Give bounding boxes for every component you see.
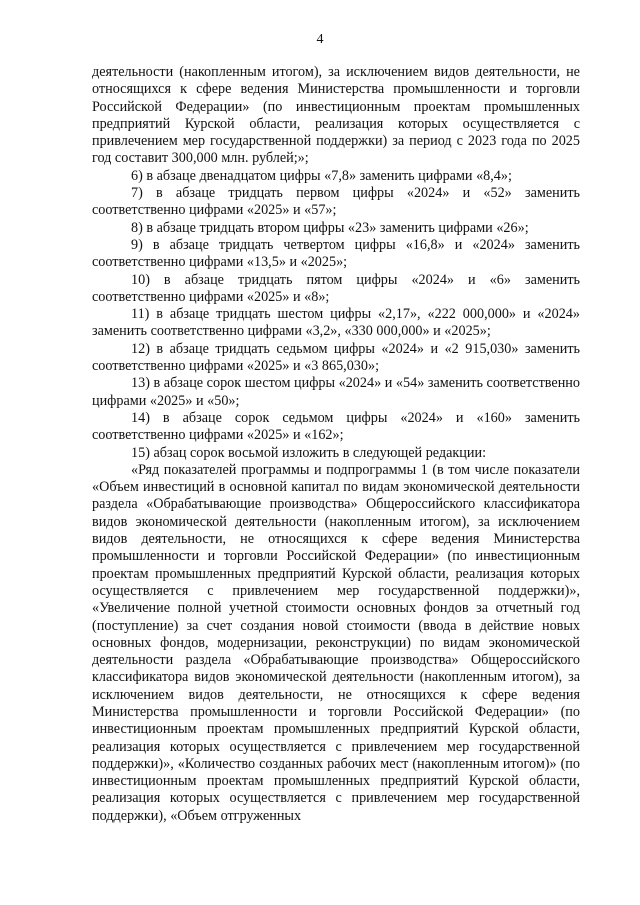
amendment-item-7: 7) в абзаце тридцать первом цифры «2024» и «52» заменить соответственно цифрами «2025» и «57»; (92, 185, 580, 219)
document-body (92, 64, 580, 825)
amendment-item-15: 15) абзац сорок восьмой изложить в следующей редакции: (131, 444, 487, 461)
amendment-item-9: 9) в абзаце тридцать четвертом цифры «16,8» и «2024» заменить соответственно цифрами «13,5» и «2025»; (92, 236, 580, 271)
amendment-item-8: 8) в абзаце тридцать втором цифры «23» заменить цифрами «26»; (131, 219, 529, 236)
amendment-item-13: 13) в абзаце сорок шестом цифры «2024» и «54» заменить соответственно цифрами «2025» и «50»; (92, 375, 580, 409)
page-number: 4 (316, 32, 324, 47)
amendment-item-11: 11) в абзаце тридцать шестом цифры «2,17», «222 000,000» и «2024» заменить соответственно цифрами «3,2», «330 000,000» и «2025»; (92, 306, 580, 340)
amendment-item-6: 6) в абзаце двенадцатом цифры «7,8» заменить цифрами «8,4»; (131, 167, 512, 184)
paragraph-continuation: деятельности (накопленным итогом), за исключением видов деятельности, не относящихся к сфере ведения Министерства промышленности и торговли Российской Федерации» (по инвестиционным проектам промышленных предприятий Курской области, реализация которых осуществляется с привлечением мер государственной поддержки) за период с 2023 года по 2025 год составит 300,000 млн. рублей;»; (92, 64, 580, 167)
quoted-new-wording: «Ряд показателей программы и подпрограммы 1 (в том числе показатели «Объем инвестиций в основной капитал по видам экономической деятельности раздела «Обрабатывающие производства» Общероссийского классификатора видов экономической деятельности (накопленным итогом), за исключением видов деятельности, не относящихся к сфере ведения Министерства промышленности и торговли Российской Федерации» (по инвестиционным проектам промышленных предприятий Курской области, реализация которых осуществляется с привлечением мер государственной поддержки)», «Увеличение полной учетной стоимости основных фондов за отчетный год (поступление) за счет создания новой стоимости (ввода в действие новых основных фондов, модернизации, реконструкции) по видам экономической деятельности раздела «Обрабатывающие производства» Общероссийского классификатора видов экономической деятельности (накопленным итогом), за исключением видов деятельности, не относящихся к сфере ведения Министерства промышленности и торговли Российской Федерации» (по инвестиционным проектам промышленных предприятий Курской области, реализация которых осуществляется с привлечением мер государственной поддержки)», «Количество созданных рабочих мест (накопленным итогом)» (по инвестиционным проектам промышленных предприятий Курской области, реализация которых осуществляется с привлечением мер государственной поддержки), «Объем отгруженных (92, 461, 580, 824)
amendment-item-12: 12) в абзаце тридцать седьмом цифры «2024» и «2 915,030» заменить соответственно цифрами «2025» и «3 865,030»; (92, 340, 580, 375)
amendment-item-14: 14) в абзаце сорок седьмом цифры «2024» и «160» заменить соответственно цифрами «2025» и «162»; (92, 409, 580, 444)
amendment-item-10: 10) в абзаце тридцать пятом цифры «2024» и «6» заменить соответственно цифрами «2025» и «8»; (92, 271, 580, 305)
